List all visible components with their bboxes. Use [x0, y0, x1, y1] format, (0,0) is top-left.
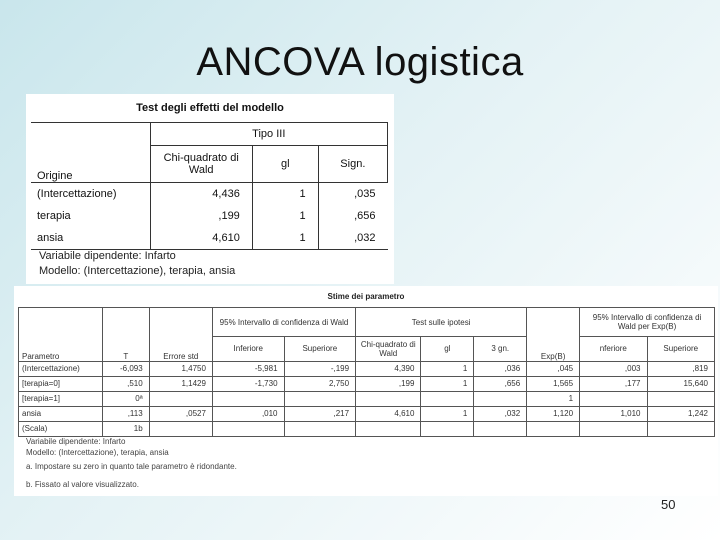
footnote: Modello: (Intercettazione), terapia, ansia: [26, 448, 169, 457]
cell-sig: [474, 421, 527, 436]
origin-header: Origine: [37, 170, 73, 182]
cell-chi: 4,390: [356, 361, 421, 376]
table-corner-cell: [149, 308, 212, 337]
cell-sig: ,036: [474, 361, 527, 376]
cell-lower: -1,730: [212, 376, 284, 391]
table-row: [19, 361, 715, 376]
hypothesis-test-group-header: Test sulle ipotesi: [356, 308, 527, 337]
table-row: [19, 391, 715, 406]
cell-exp-upper: [647, 421, 715, 436]
cell-lower: [212, 421, 284, 436]
cell-chi: 4,610: [356, 406, 421, 421]
footnote: a. Impostare su zero in quanto tale parametro è ridondante.: [26, 462, 237, 471]
cell-sign: ,656: [318, 205, 387, 227]
cell-se: [149, 391, 212, 406]
table-header-row: [19, 337, 715, 362]
row-label: ansia: [31, 227, 150, 250]
table-corner-cell: [31, 123, 150, 146]
cell-exp-upper: 1,242: [647, 406, 715, 421]
cell-exp-upper: [647, 391, 715, 406]
wald-ci-group-header: 95% Intervallo di confidenza di Wald: [212, 308, 355, 337]
cell-b: ,113: [103, 406, 150, 421]
cell-gl: [421, 421, 474, 436]
row-label: (Scala): [19, 421, 103, 436]
cell-exp-lower: ,177: [580, 376, 647, 391]
footnote: b. Fissato al valore visualizzato.: [26, 480, 139, 489]
cell-chi: 4,436: [150, 183, 252, 206]
cell-b: 1b: [103, 421, 150, 436]
cell-sig: ,656: [474, 376, 527, 391]
cell-expb: [527, 421, 580, 436]
cell-gl: 1: [421, 361, 474, 376]
table-corner-cell: [103, 308, 150, 337]
cell-gl: 1: [421, 406, 474, 421]
cell-exp-upper: ,819: [647, 361, 715, 376]
cell-upper: [284, 391, 356, 406]
table-row: [19, 406, 715, 421]
sig-header: 3 gn.: [474, 337, 527, 362]
cell-gl: 1: [252, 183, 318, 206]
type-iii-header: Tipo III: [150, 123, 387, 146]
cell-se: ,0527: [149, 406, 212, 421]
gl-header: gl: [252, 146, 318, 183]
wald-chi-header: Chi-quadrato di Wald: [150, 146, 252, 183]
table-row: [19, 376, 715, 391]
cell-upper: [284, 421, 356, 436]
table-corner-cell: [527, 308, 580, 337]
row-label: terapia: [37, 210, 71, 222]
footnote: Modello: (Intercettazione), terapia, ansia: [39, 265, 236, 277]
cell-expb: ,045: [527, 361, 580, 376]
exp-lower-header: nferiore: [580, 337, 647, 362]
cell-upper: 2,750: [284, 376, 356, 391]
row-label: [terapia=0]: [19, 376, 103, 391]
cell-chi: [356, 421, 421, 436]
page-number: 50: [661, 497, 676, 512]
cell-b: ,510: [103, 376, 150, 391]
cell-chi: ,199: [356, 376, 421, 391]
table-row: [31, 205, 388, 227]
table-header-row: [31, 123, 388, 146]
table-row: [31, 183, 388, 206]
footnote: Variabile dipendente: Infarto: [26, 437, 126, 446]
cell-b: -6,093: [103, 361, 150, 376]
b-header: T: [103, 337, 150, 362]
cell-sign: ,032: [318, 227, 387, 250]
row-label: (Intercettazione): [19, 361, 103, 376]
cell-se: 1,1429: [149, 376, 212, 391]
cell-lower: [212, 391, 284, 406]
table-corner-cell: [19, 308, 103, 337]
param-header: Parametro: [19, 337, 103, 362]
chi-header: Chi-quadrato di Wald: [356, 337, 421, 362]
parameter-estimates-panel: [14, 286, 718, 496]
cell-sig: [474, 391, 527, 406]
table-header-row: [19, 308, 715, 337]
cell-exp-lower: 1,010: [580, 406, 647, 421]
cell-exp-lower: [580, 421, 647, 436]
cell-chi: [356, 391, 421, 406]
row-label: (Intercettazione): [31, 183, 150, 206]
cell-gl: 1: [252, 205, 318, 227]
cell-upper: -,199: [284, 361, 356, 376]
se-header: Errore std: [149, 337, 212, 362]
cell-gl: 1: [252, 227, 318, 250]
exp-upper-header: Superiore: [647, 337, 715, 362]
model-effects-panel: [26, 94, 394, 284]
cell-lower: ,010: [212, 406, 284, 421]
gl-header: gl: [421, 337, 474, 362]
parameter-estimates-heading: Stime dei parametro: [327, 292, 405, 301]
cell-upper: ,217: [284, 406, 356, 421]
cell-exp-upper: 15,640: [647, 376, 715, 391]
row-label: ansia: [19, 406, 103, 421]
cell-gl: 1: [421, 376, 474, 391]
cell-expb: 1,565: [527, 376, 580, 391]
cell-expb: 1: [527, 391, 580, 406]
cell-se: 1,4750: [149, 361, 212, 376]
table-row: [31, 227, 388, 250]
cell-se: [149, 421, 212, 436]
cell-expb: 1,120: [527, 406, 580, 421]
cell-b: 0ª: [103, 391, 150, 406]
cell-chi: 4,610: [150, 227, 252, 250]
slide-title: ANCOVA logistica: [196, 40, 524, 84]
parameter-estimates-table: [18, 307, 715, 437]
expb-ci-group-header: 95% Intervallo di confidenza di Wald per Exp(B): [580, 308, 715, 337]
cell-chi: ,199: [150, 205, 252, 227]
cell-gl: [421, 391, 474, 406]
sign-header: Sign.: [318, 146, 387, 183]
lower-header: Inferiore: [212, 337, 284, 362]
cell-sig: ,032: [474, 406, 527, 421]
footnote: Variabile dipendente: Infarto: [39, 250, 176, 262]
model-effects-heading: Test degli effetti del modello: [136, 102, 284, 114]
cell-exp-lower: ,003: [580, 361, 647, 376]
row-label: [terapia=1]: [19, 391, 103, 406]
cell-sign: ,035: [318, 183, 387, 206]
cell-lower: -5,981: [212, 361, 284, 376]
model-effects-table: [31, 122, 388, 250]
table-header-row: [31, 146, 388, 183]
expb-header: Exp(B): [527, 337, 580, 362]
upper-header: Superiore: [284, 337, 356, 362]
table-row: [19, 421, 715, 436]
cell-exp-lower: [580, 391, 647, 406]
